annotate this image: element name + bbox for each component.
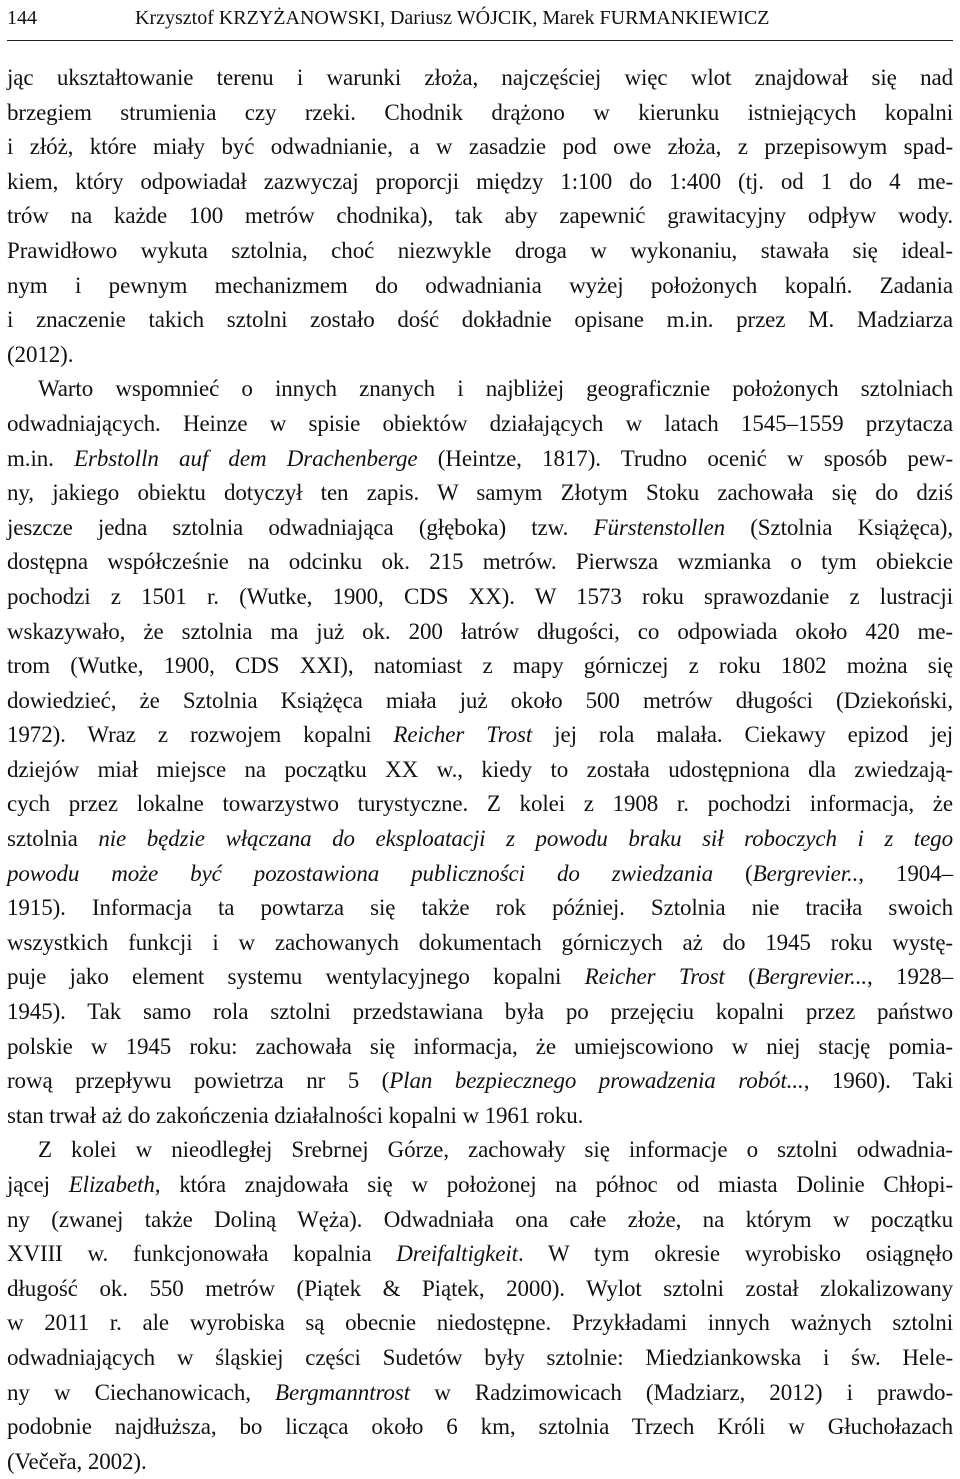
italic-text: powodu może być pozostawiona publiczności do zwiedzania: [7, 860, 714, 886]
text-span: kiem, który odpowiadał zazwyczaj proporcji między 1:100 do 1:400 (tj. od 1 do 4 me-: [7, 168, 953, 194]
text-line: [7, 615, 953, 650]
text-line: [7, 995, 953, 1030]
text-line: [7, 1272, 953, 1307]
text-span: jąc ukształtowanie terenu i warunki złoża, najczęściej więc wlot znajdował się nad: [7, 65, 953, 90]
text-line: [7, 1376, 953, 1411]
text-span: (: [713, 860, 753, 886]
text-span: , 1960). Taki: [803, 1068, 953, 1094]
text-span: trów na każde 100 metrów chodnika), tak aby zapewnić grawitacyjny odpływ wody.: [7, 203, 953, 229]
text-line: [7, 476, 953, 511]
text-span: ny (zwanej także Doliną Węża). Odwadniała ona całe złoże, na którym w początku: [7, 1206, 953, 1232]
text-line: [7, 165, 953, 200]
text-span: . W tym okresie wyrobisko osiągnęło: [517, 1241, 953, 1267]
text-span: (2012).: [7, 341, 74, 367]
text-span: 1972). Wraz z rozwojem kopalni: [7, 722, 394, 748]
text-line: [7, 96, 953, 131]
text-line: [7, 753, 953, 788]
text-line: [7, 1099, 953, 1134]
italic-text: Reicher Trost: [393, 722, 533, 748]
text-span: odwadniających. Heinze w spisie obiektów działających w latach 1545–1559 przytacza: [7, 410, 953, 436]
text-line: [7, 1445, 953, 1479]
text-span: Prawidłowo wykuta sztolnia, choć niezwykle droga w wykonaniu, stawała się ideal-: [7, 237, 953, 263]
text-line: [7, 407, 953, 442]
text-line: [7, 580, 953, 615]
text-line: [7, 234, 953, 269]
italic-text: Bergrevier...: [755, 964, 867, 990]
italic-text: Reicher Trost: [584, 964, 725, 990]
italic-text: Bergmanntrost: [275, 1379, 411, 1405]
text-span: 1945). Tak samo rola sztolni przedstawiana była po przejęciu kopalni przez państwo: [7, 999, 953, 1025]
italic-text: Plan bezpiecznego prowadzenia robót...: [389, 1068, 804, 1094]
page-number: 144: [7, 7, 37, 29]
italic-text: Bergrevier..: [752, 860, 859, 886]
text-line: [7, 926, 953, 961]
text-line: [7, 545, 953, 580]
text-span: ny, jakiego obiektu dotyczył ten zapis. W samym Złotym Stoku zachowała się do dziś: [7, 480, 953, 506]
text-span: (Heintze, 1817). Trudno ocenić w sposób pew-: [417, 445, 953, 471]
text-line: [7, 684, 953, 719]
text-span: stan trwał aż do zakończenia działalności kopalni w 1961 roku.: [7, 1102, 584, 1128]
text-span: która znajdowała się w położonej na północ od miasta Dolinie Chłopi-: [160, 1172, 953, 1197]
text-line: [7, 511, 953, 546]
text-span: podobnie najdłuższa, bo licząca około 6 km, sztolnia Trzech Króli w Głuchołazach: [7, 1414, 953, 1440]
text-span: (Večeřa, 2002).: [7, 1448, 147, 1474]
text-span: pochodzi z 1501 r. (Wutke, 1900, CDS XX). W 1573 roku sprawozdanie z lustracji: [7, 583, 953, 609]
text-span: cych przez lokalne towarzystwo turystyczne. Z kolei z 1908 r. pochodzi informacja, że: [7, 791, 953, 817]
text-span: trom (Wutke, 1900, CDS XXI), natomiast z mapy górniczej z roku 1802 można się: [7, 653, 953, 679]
text-span: dziejów miał miejsce na początku XX w., kiedy to została udostępniona dla zwiedzają-: [7, 756, 953, 782]
text-line: [7, 130, 953, 165]
text-line: [7, 857, 953, 892]
text-span: polskie w 1945 roku: zachowała się informacja, że umiejscowiono w niej stację pomia-: [7, 1033, 953, 1059]
text-span: rową przepływu powietrza nr 5 (: [7, 1068, 390, 1094]
text-span: dowiedzieć, że Sztolnia Książęca miała już około 500 metrów długości (Dziekoński,: [7, 687, 953, 713]
text-span: jeszcze jedna sztolnia odwadniająca (głęboka) tzw.: [7, 514, 594, 540]
text-line: [7, 1306, 953, 1341]
text-line: [7, 1168, 953, 1203]
italic-text: Fürstenstollen: [593, 514, 726, 540]
text-line: [7, 822, 953, 857]
text-span: w Radzimowicach (Madziarz, 2012) i prawdo-: [410, 1379, 953, 1405]
text-span: (Sztolnia Książęca),: [725, 514, 954, 540]
text-line: [7, 960, 953, 995]
text-span: XVIII w. funkcjonowała kopalnia: [7, 1241, 397, 1267]
text-span: i znaczenie takich sztolni zostało dość dokładnie opisane m.in. przez M. Madziarza: [7, 307, 953, 333]
text-line: [7, 442, 953, 477]
text-span: jącej: [7, 1172, 69, 1197]
text-span: m.in.: [7, 445, 75, 471]
italic-text: Erbstolln auf dem Drachenberge: [74, 445, 418, 471]
text-span: wskazywało, że sztolnia ma już ok. 200 łatrów długości, co odpowiada około 420 me-: [7, 618, 953, 644]
text-span: Warto wspomnieć o innych znanych i najbliżej geograficznie położonych sztolniach: [38, 376, 953, 402]
text-line: [7, 199, 953, 234]
text-line: [7, 1410, 953, 1445]
text-line: [7, 1133, 953, 1168]
body-text: [7, 61, 953, 1479]
italic-text: Elizabeth,: [68, 1172, 161, 1197]
text-span: brzegiem strumienia czy rzeki. Chodnik drążono w kierunku istniejących kopalni: [7, 99, 953, 125]
text-span: (: [724, 964, 756, 990]
text-span: jej rola malała. Ciekawy epizod jej: [532, 722, 954, 748]
text-span: ny w Ciechanowicach,: [7, 1379, 276, 1405]
header-authors: Krzysztof KRZYŻANOWSKI, Dariusz WÓJCIK, Marek FURMANKIEWICZ: [135, 7, 770, 29]
running-header: [7, 6, 953, 41]
text-line: [7, 303, 953, 338]
text-line: [7, 1341, 953, 1376]
text-span: nym i pewnym mechanizmem do odwadniania wyżej położonych kopalń. Zadania: [7, 272, 953, 298]
text-span: i złóż, które miały być odwadnianie, a w zasadzie pod owe złoża, z przepisowym spad-: [7, 134, 953, 160]
text-span: 1915). Informacja ta powtarza się także rok później. Sztolnia nie traciła swoich: [7, 895, 953, 921]
text-span: dostępna współcześnie na odcinku ok. 215 metrów. Pierwsza wzmianka o tym obiekcie: [7, 549, 953, 575]
text-line: [7, 1203, 953, 1238]
text-line: [7, 1064, 953, 1099]
text-line: [7, 718, 953, 753]
text-line: [7, 891, 953, 926]
text-span: sztolnia: [7, 826, 99, 852]
italic-text: Dreifaltigkeit: [396, 1241, 518, 1267]
text-span: odwadniających w śląskiej części Sudetów były sztolnie: Miedziankowska i św. Hele-: [7, 1344, 953, 1370]
text-line: [7, 649, 953, 684]
text-line: [7, 1237, 953, 1272]
text-line: [7, 372, 953, 407]
text-line: [7, 269, 953, 304]
text-line: [7, 61, 953, 96]
text-span: w 2011 r. ale wyrobiska są obecnie niedostępne. Przykładami innych ważnych sztolni: [7, 1310, 953, 1336]
text-span: , 1928–: [867, 964, 953, 990]
text-span: , 1904–: [858, 860, 953, 886]
text-line: [7, 338, 953, 373]
text-span: Z kolei w nieodległej Srebrnej Górze, zachowały się informacje o sztolni odwadnia-: [38, 1137, 953, 1163]
italic-text: nie będzie włączana do eksploatacji z powodu braku sił roboczych i z tego: [98, 826, 953, 852]
text-span: puje jako element systemu wentylacyjnego kopalni: [7, 964, 585, 990]
text-span: wszystkich funkcji i w zachowanych dokumentach górniczych aż do 1945 roku wystę-: [7, 929, 953, 955]
text-line: [7, 787, 953, 822]
text-span: długość ok. 550 metrów (Piątek & Piątek, 2000). Wylot sztolni został zlokalizowany: [7, 1275, 953, 1301]
text-line: [7, 1030, 953, 1065]
